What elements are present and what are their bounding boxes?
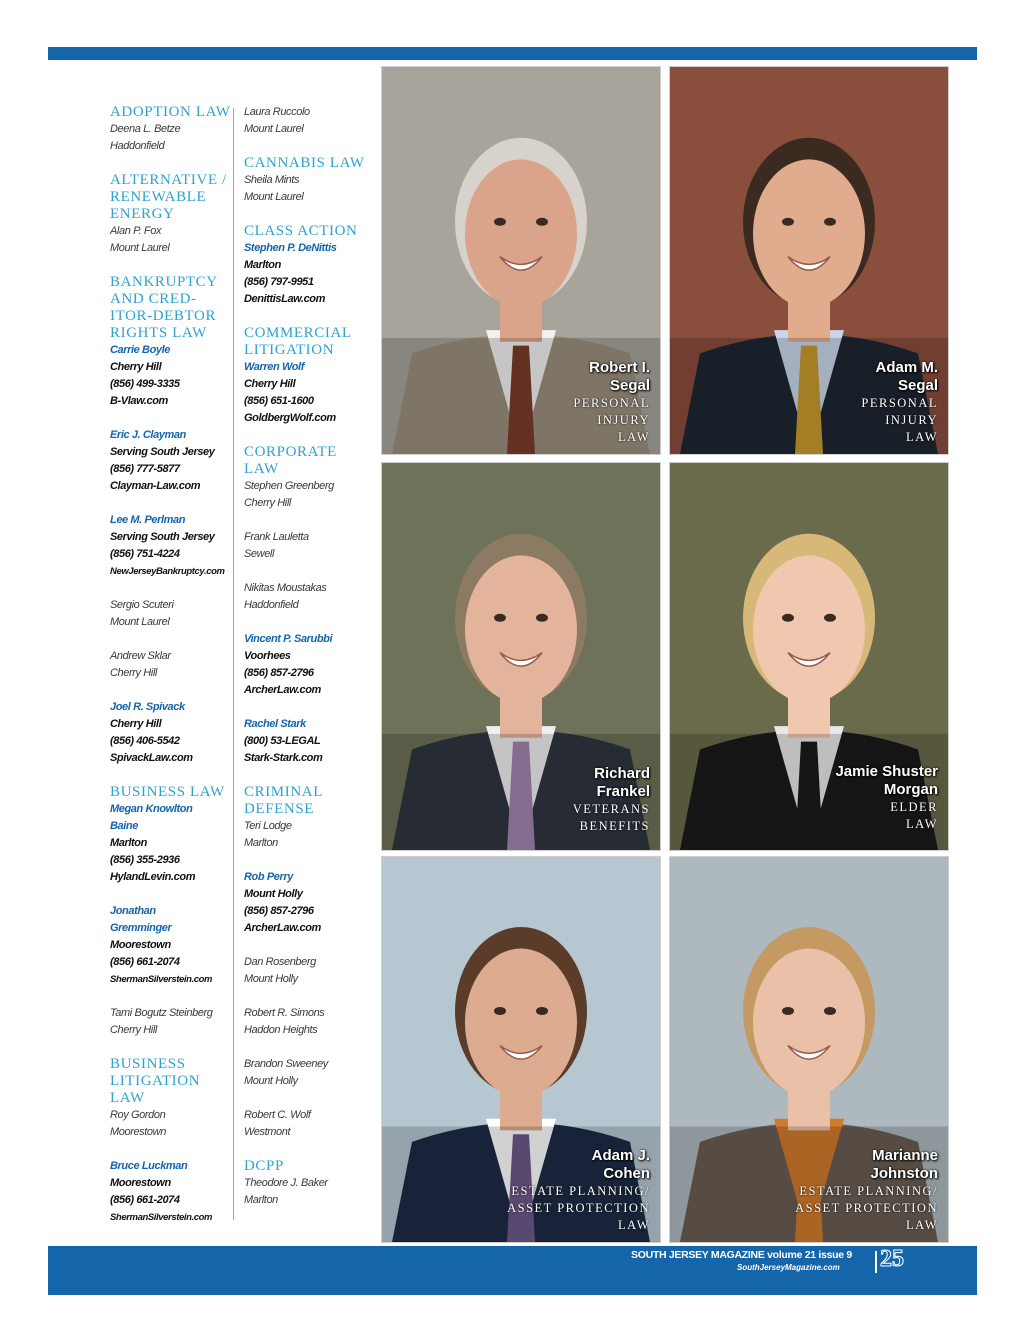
practice-area-line: VETERANS — [572, 802, 650, 816]
attorney-detail: Moorestown — [110, 1177, 171, 1189]
attorney-detail: (856) 797-9951 — [244, 276, 314, 288]
spacer — [244, 138, 369, 155]
portrait-caption — [573, 359, 650, 446]
spacer — [244, 1039, 369, 1056]
right-eye — [824, 614, 836, 622]
attorney-detail: B-Vlaw.com — [110, 395, 168, 407]
attorney-detail: Cherry Hill — [244, 378, 296, 390]
attorney-listing — [244, 954, 369, 988]
attorney-detail: (856) 499-3335 — [110, 378, 180, 390]
left-eye — [782, 218, 794, 226]
attorney-detail: (856) 651-1600 — [244, 395, 314, 407]
practice-area-line: ELDER — [890, 800, 938, 814]
practice-area-heading: CRIMINAL DEFENSE — [244, 784, 323, 817]
attorney-listing — [110, 903, 235, 988]
attorney-detail: (856) 751-4224 — [110, 548, 180, 560]
attorney-detail: (856) 661-2074 — [110, 1194, 180, 1206]
attorney-listing — [110, 1005, 235, 1039]
directory-column-2 — [244, 104, 369, 1226]
attorney-detail: (856) 661-2074 — [110, 956, 180, 968]
attorney-detail: Cherry Hill — [110, 667, 157, 679]
attorney-detail: Dan Rosenberg — [244, 956, 316, 968]
attorney-detail: Mount Laurel — [244, 123, 304, 135]
footer-divider — [875, 1251, 877, 1273]
attorney-listing — [244, 359, 369, 427]
practice-area-heading: ADOPTION LAW — [110, 104, 231, 120]
column-divider — [233, 108, 234, 1220]
attorney-listing — [110, 648, 235, 682]
portrait-caption — [507, 1147, 650, 1234]
practice-area-line: PERSONAL — [861, 396, 938, 410]
attorney-detail: Stark-Stark.com — [244, 752, 323, 764]
attorney-detail: Marlton — [110, 837, 147, 849]
practice-area-heading: BUSINESS LAW — [110, 784, 225, 800]
attorney-detail: Frank Lauletta — [244, 531, 309, 543]
practice-area-heading: CLASS ACTION — [244, 223, 358, 239]
portrait-jamie-shuster-morgan — [669, 462, 949, 851]
attorney-listing — [110, 801, 235, 886]
spacer — [244, 1141, 369, 1158]
magazine-url: SouthJerseyMagazine.com — [737, 1263, 840, 1272]
left-eye — [782, 614, 794, 622]
portrait-last-name: Cohen — [603, 1165, 650, 1182]
attorney-detail: Mount Laurel — [110, 616, 170, 628]
attorney-listing — [244, 631, 369, 699]
practice-area-line: PERSONAL — [573, 396, 650, 410]
attorney-listing — [110, 699, 235, 767]
face — [753, 949, 865, 1097]
attorney-listing — [244, 240, 369, 308]
attorney-detail: ShermanSilverstein.com — [110, 1212, 213, 1223]
attorney-detail: Serving South Jersey — [110, 446, 215, 458]
directory-column-1 — [110, 104, 235, 1243]
practice-area-heading: BUSINESS LITIGATION LAW — [110, 1056, 201, 1106]
attorney-detail: Mount Holly — [244, 973, 298, 985]
attorney-detail: Teri Lodge — [244, 820, 292, 832]
attorney-listing — [110, 1107, 235, 1141]
page-number: 25 — [880, 1246, 904, 1272]
face — [465, 949, 577, 1097]
practice-area-line: INJURY — [885, 413, 938, 427]
attorney-detail: Andrew Sklar — [110, 650, 171, 662]
attorney-detail: Mount Laurel — [110, 242, 170, 254]
portrait-first-name: Richard — [594, 765, 650, 782]
attorney-name: Eric J. Clayman — [110, 429, 186, 441]
practice-area-heading: DCPP — [244, 1158, 284, 1174]
attorney-listing — [244, 716, 369, 767]
left-eye — [494, 1007, 506, 1015]
attorney-name: Rachel Stark — [244, 718, 306, 730]
practice-area-line: LAW — [906, 430, 938, 444]
practice-area-line: ASSET PROTECTION — [795, 1201, 938, 1215]
attorney-detail: Westmont — [244, 1126, 291, 1138]
spacer — [244, 1090, 369, 1107]
spacer — [110, 155, 235, 172]
spacer — [244, 1209, 369, 1226]
spacer — [110, 495, 235, 512]
practice-area-line: LAW — [618, 1218, 650, 1232]
attorney-name: Lee M. Perlman — [110, 514, 186, 526]
portrait-caption — [795, 1147, 938, 1234]
attorney-name: Carrie Boyle — [110, 344, 171, 356]
practice-area-line: ESTATE PLANNING/ — [511, 1184, 650, 1198]
spacer — [110, 580, 235, 597]
portrait-first-name: Robert I. — [589, 359, 650, 376]
attorney-listing — [244, 1107, 369, 1141]
attorney-detail: Haddonfield — [244, 599, 299, 611]
practice-area-line: INJURY — [597, 413, 650, 427]
spacer — [244, 308, 369, 325]
attorney-detail: (856) 777-5877 — [110, 463, 180, 475]
attorney-detail: Voorhees — [244, 650, 291, 662]
attorney-detail: Mount Holly — [244, 888, 303, 900]
attorney-listing — [244, 1056, 369, 1090]
right-eye — [824, 218, 836, 226]
portrait-caption — [835, 763, 938, 833]
portrait-first-name: Adam J. — [591, 1147, 650, 1164]
left-eye — [782, 1007, 794, 1015]
attorney-name: Rob Perry — [244, 871, 293, 883]
attorney-detail: (856) 857-2796 — [244, 905, 314, 917]
attorney-detail: ArcherLaw.com — [244, 684, 321, 696]
portrait-last-name: Johnston — [870, 1165, 938, 1182]
attorney-detail: Roy Gordon — [110, 1109, 166, 1121]
portrait-last-name: Frankel — [596, 783, 650, 800]
attorney-detail: Cherry Hill — [110, 718, 162, 730]
spacer — [110, 410, 235, 427]
attorney-detail: Haddonfield — [110, 140, 165, 152]
spacer — [110, 767, 235, 784]
attorney-detail: (800) 53-LEGAL — [244, 735, 321, 747]
practice-area-line: ESTATE PLANNING/ — [799, 1184, 938, 1198]
face — [465, 159, 577, 307]
attorney-name: Gremminger — [110, 922, 172, 934]
attorney-detail: NewJerseyBankruptcy.com — [110, 566, 225, 577]
spacer — [244, 427, 369, 444]
practice-area-heading: BANKRUPTCY AND CRED-ITOR-DEBTOR RIGHTS LAW — [110, 274, 218, 341]
attorney-listing — [110, 1158, 235, 1226]
attorney-listing — [110, 512, 235, 580]
spacer — [244, 937, 369, 954]
attorney-listing — [110, 121, 235, 155]
attorney-name: Warren Wolf — [244, 361, 304, 373]
spacer — [110, 1039, 235, 1056]
spacer — [244, 699, 369, 716]
right-eye — [536, 1007, 548, 1015]
attorney-detail: Tami Bogutz Steinberg — [110, 1007, 213, 1019]
attorney-name: Megan Knowlton — [110, 803, 193, 815]
practice-area-line: LAW — [618, 430, 650, 444]
spacer — [110, 257, 235, 274]
portrait-robert-segal — [381, 66, 661, 455]
magazine-issue-label: SOUTH JERSEY MAGAZINE volume 21 issue 9 — [631, 1249, 852, 1261]
spacer — [110, 988, 235, 1005]
portrait-first-name: Adam M. — [875, 359, 938, 376]
attorney-detail: Mount Holly — [244, 1075, 298, 1087]
attorney-detail: Brandon Sweeney — [244, 1058, 328, 1070]
attorney-detail: GoldbergWolf.com — [244, 412, 336, 424]
attorney-detail: Sergio Scuteri — [110, 599, 174, 611]
practice-area-heading: ALTERNATIVE / RENEWABLE ENERGY — [110, 172, 227, 222]
spacer — [244, 512, 369, 529]
portrait-first-name: Jamie Shuster — [835, 763, 938, 780]
portrait-richard-frankel — [381, 462, 661, 851]
face — [753, 555, 865, 703]
attorney-detail: Theodore J. Baker — [244, 1177, 328, 1189]
attorney-detail: Serving South Jersey — [110, 531, 215, 543]
attorney-detail: Cherry Hill — [110, 361, 162, 373]
attorney-name: Bruce Luckman — [110, 1160, 188, 1172]
right-eye — [536, 218, 548, 226]
attorney-detail: Robert C. Wolf — [244, 1109, 311, 1121]
attorney-detail: Clayman-Law.com — [110, 480, 201, 492]
left-eye — [494, 614, 506, 622]
left-eye — [494, 218, 506, 226]
portrait-marianne-johnston — [669, 856, 949, 1243]
attorney-listing — [244, 818, 369, 852]
attorney-detail: Cherry Hill — [244, 497, 291, 509]
attorney-detail: ArcherLaw.com — [244, 922, 321, 934]
attorney-detail: Nikitas Moustakas — [244, 582, 327, 594]
attorney-name: Jonathan — [110, 905, 156, 917]
attorney-detail: (856) 406-5542 — [110, 735, 180, 747]
attorney-listing — [110, 427, 235, 495]
portrait-caption — [861, 359, 938, 446]
attorney-detail: Alan P. Fox — [110, 225, 162, 237]
attorney-detail: Laura Ruccolo — [244, 106, 310, 118]
practice-area-line: ASSET PROTECTION — [507, 1201, 650, 1215]
attorney-detail: Sewell — [244, 548, 275, 560]
attorney-detail: ShermanSilverstein.com — [110, 974, 213, 985]
attorney-detail: Deena L. Betze — [110, 123, 181, 135]
attorney-name: Baine — [110, 820, 138, 832]
attorney-detail: Mount Laurel — [244, 191, 304, 203]
portrait-last-name: Morgan — [883, 781, 938, 798]
attorney-listing — [244, 1005, 369, 1039]
attorney-detail: HylandLevin.com — [110, 871, 196, 883]
attorney-listing — [244, 529, 369, 563]
attorney-listing — [110, 342, 235, 410]
spacer — [110, 1141, 235, 1158]
attorney-detail: Robert R. Simons — [244, 1007, 325, 1019]
attorney-listing — [110, 223, 235, 257]
attorney-detail: Moorestown — [110, 939, 171, 951]
portrait-caption — [573, 765, 650, 835]
spacer — [110, 1226, 235, 1243]
attorney-listing — [244, 869, 369, 937]
attorney-detail: Moorestown — [110, 1126, 166, 1138]
spacer — [244, 206, 369, 223]
attorney-detail: Marlton — [244, 259, 281, 271]
attorney-name: Joel R. Spivack — [110, 701, 185, 713]
portrait-adam-j-cohen — [381, 856, 661, 1243]
spacer — [244, 614, 369, 631]
attorney-listing — [244, 478, 369, 512]
right-eye — [536, 614, 548, 622]
attorney-detail: Marlton — [244, 1194, 278, 1206]
practice-area-line: LAW — [906, 1218, 938, 1232]
attorney-listing — [244, 172, 369, 206]
attorney-detail: Sheila Mints — [244, 174, 300, 186]
spacer — [110, 631, 235, 648]
attorney-listing — [244, 580, 369, 614]
spacer — [244, 988, 369, 1005]
spacer — [244, 767, 369, 784]
practice-area-line: LAW — [906, 817, 938, 831]
portrait-last-name: Segal — [897, 377, 938, 394]
attorney-detail: Marlton — [244, 837, 278, 849]
spacer — [110, 682, 235, 699]
spacer — [244, 563, 369, 580]
spacer — [244, 852, 369, 869]
attorney-detail: (856) 857-2796 — [244, 667, 314, 679]
attorney-detail: (856) 355-2936 — [110, 854, 180, 866]
practice-area-heading: CORPORATE LAW — [244, 444, 337, 477]
face — [753, 159, 865, 307]
right-eye — [824, 1007, 836, 1015]
attorney-detail: SpivackLaw.com — [110, 752, 193, 764]
portrait-first-name: Marianne — [872, 1147, 938, 1164]
practice-area-heading: CANNABIS LAW — [244, 155, 365, 171]
portrait-last-name: Segal — [609, 377, 650, 394]
practice-area-heading: COMMERCIAL LITIGATION — [244, 325, 352, 358]
portrait-adam-m-segal — [669, 66, 949, 455]
attorney-listing — [110, 597, 235, 631]
face — [465, 555, 577, 703]
attorney-listing — [244, 104, 369, 138]
attorney-listing — [244, 1175, 369, 1209]
attorney-name: Vincent P. Sarubbi — [244, 633, 333, 645]
spacer — [110, 886, 235, 903]
attorney-detail: Haddon Heights — [244, 1024, 318, 1036]
top-accent-bar — [48, 47, 977, 60]
practice-area-line: BENEFITS — [579, 819, 650, 833]
attorney-detail: Stephen Greenberg — [244, 480, 334, 492]
attorney-name: Stephen P. DeNittis — [244, 242, 337, 254]
attorney-detail: Cherry Hill — [110, 1024, 157, 1036]
attorney-detail: DenittisLaw.com — [244, 293, 325, 305]
